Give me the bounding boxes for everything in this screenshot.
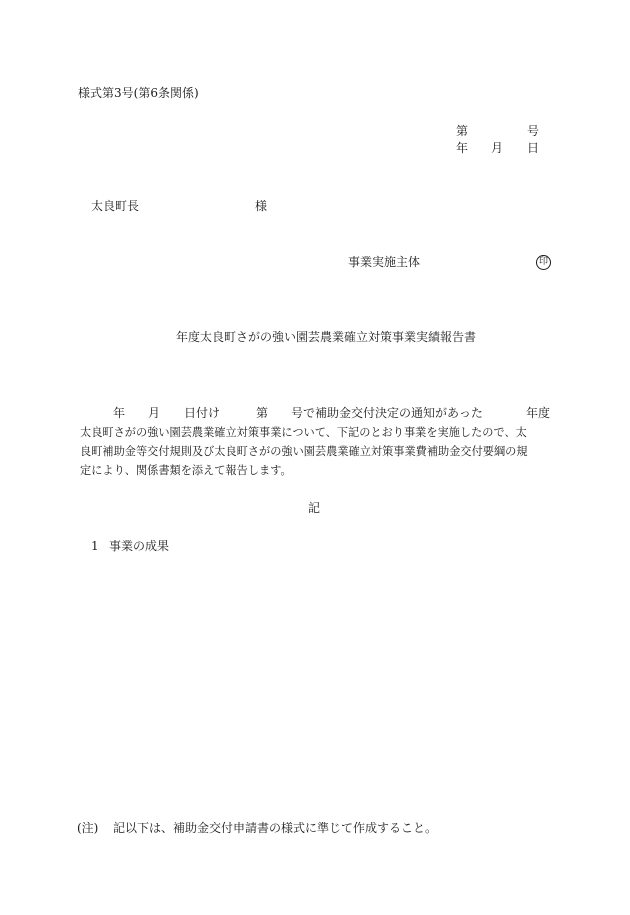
document-title: 年度太良町さがの強い園芸農業確立対策事業実績報告書 [176, 330, 477, 344]
body-line-3: 良町補助金等交付規則及び太良町さがの強い園芸農業確立対策事業費補助金交付要綱の規 [80, 445, 528, 458]
document-number-dai: 第 [456, 124, 469, 138]
body-year: 年 [113, 406, 126, 420]
date-year: 年 [456, 141, 469, 155]
document-number-go: 号 [527, 124, 540, 138]
body-nendo: 年度 [526, 406, 551, 420]
section-1-title: 事業の成果 [109, 539, 170, 553]
body-go-text: 号で補助金交付決定の通知があった [291, 406, 483, 420]
date-month: 月 [491, 141, 504, 155]
date-day: 日 [527, 141, 540, 155]
ki-heading: 記 [308, 501, 321, 515]
note-text: 記以下は、補助金交付申請書の様式に準じて作成すること。 [113, 821, 438, 835]
form-number: 様式第3号(第6条関係) [78, 86, 199, 100]
section-1-number: 1 [91, 539, 99, 553]
body-dai: 第 [256, 406, 269, 420]
applicant-label: 事業実施主体 [348, 255, 421, 269]
body-month: 月 [148, 406, 161, 420]
addressee-name: 太良町長 [91, 199, 140, 213]
addressee-honorific: 様 [255, 199, 268, 213]
seal-mark: 印 [536, 255, 551, 270]
body-line-4: 定により、関係書類を添えて報告します。 [80, 464, 292, 477]
body-line-2: 太良町さがの強い園芸農業確立対策事業について、下記のとおり事業を実施したので、太 [80, 426, 527, 439]
note-label: (注) [77, 821, 99, 835]
body-dated: 日付け [184, 406, 221, 420]
